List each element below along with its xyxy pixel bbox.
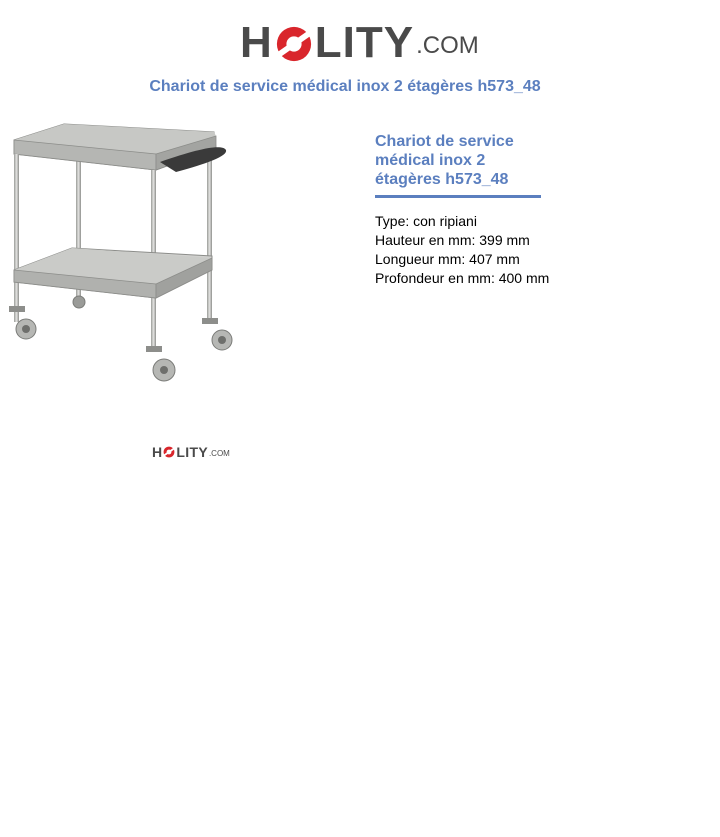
product-image [0,118,250,390]
caster-back-right [202,318,232,350]
page-title: Chariot de service médical inox 2 étagères h573_48 [149,78,541,95]
product-details [375,132,675,288]
footer-logo [152,444,230,460]
spec-length: Longueur mm: 407 mm [375,251,520,267]
caster-back-left [73,296,85,308]
caster-front-left [9,306,36,339]
footer-logo-o-mark-icon [163,446,175,458]
logo-wordmark [240,20,414,66]
site-logo[interactable] [240,12,479,66]
footer-logo-letters-lity: LITY [176,444,208,460]
caster-front-right [146,346,175,381]
logo-letters-lity: LITY [314,18,415,67]
logo-letter-h: H [240,18,273,67]
spec-type: Type: con ripiani [375,213,477,229]
spec-depth: Profondeur en mm: 400 mm [375,270,550,286]
logo-suffix: .COM [416,32,479,59]
footer-logo-letter-h: H [152,444,163,460]
spec-height: Hauteur en mm: 399 mm [375,232,530,248]
footer-logo-wordmark [152,444,208,460]
product-specs [375,212,675,288]
product-name: Chariot de service médical inox 2 étagères h573_48 [375,132,541,198]
logo-o-mark-icon [275,25,313,63]
footer-logo-suffix: .COM [208,449,230,458]
